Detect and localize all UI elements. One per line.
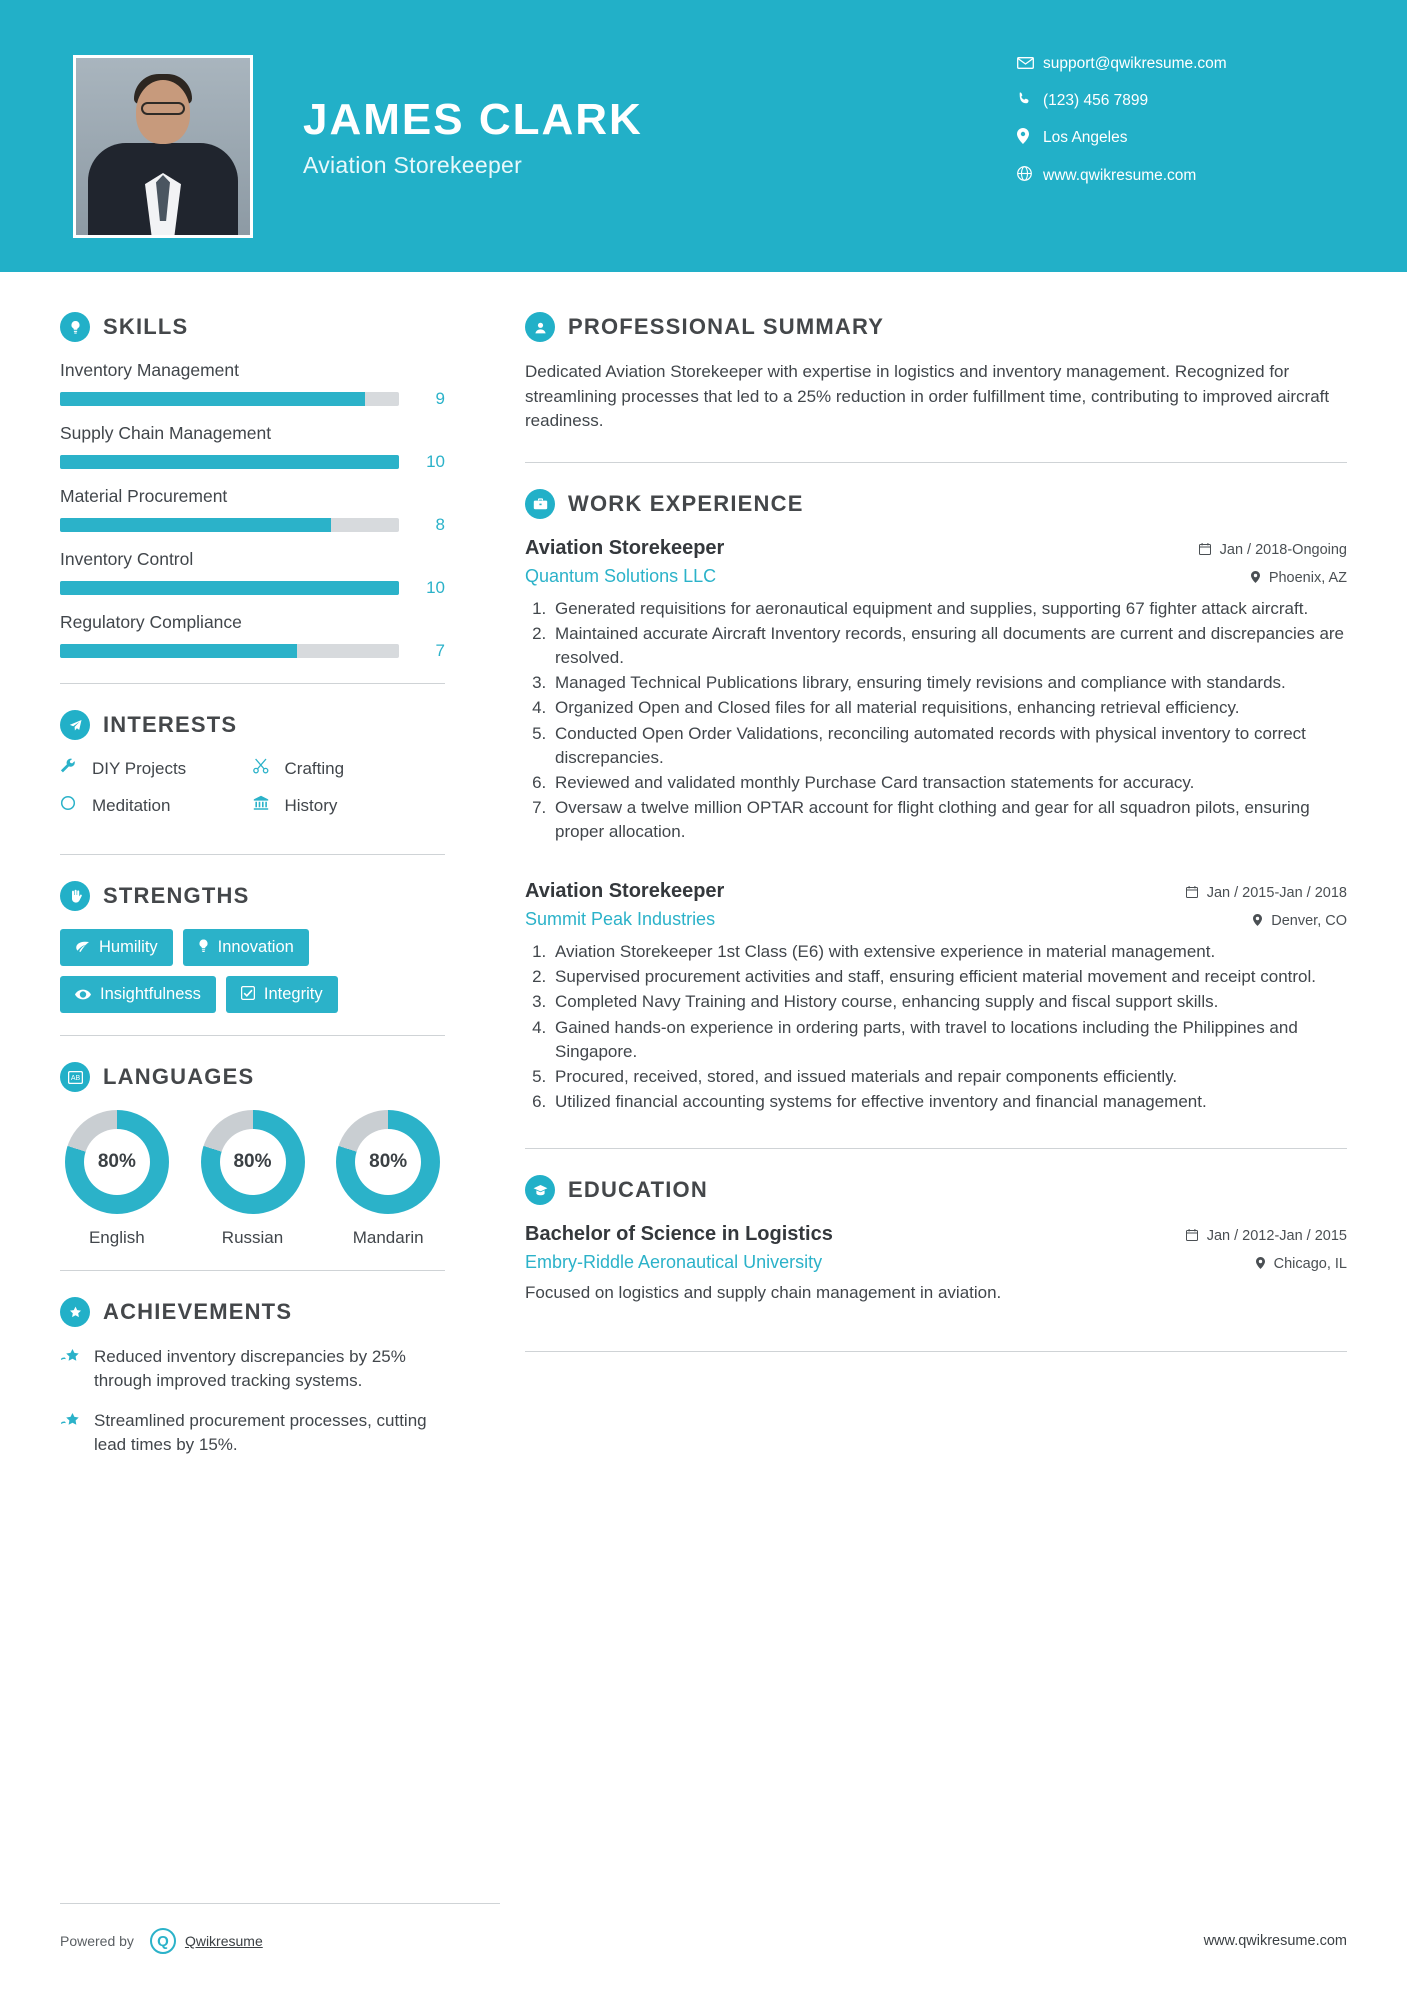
job-location <box>1251 570 1347 586</box>
education-dates <box>1186 1228 1347 1244</box>
language-name: Mandarin <box>352 1228 424 1247</box>
lightbulb-icon <box>60 312 90 342</box>
circle-icon <box>60 795 92 816</box>
strength-chip <box>60 929 173 966</box>
contact-phone[interactable] <box>1017 91 1317 110</box>
globe-icon <box>1017 166 1043 185</box>
star-icon <box>60 1409 94 1457</box>
wrench-icon <box>60 758 92 779</box>
section-header-education <box>525 1175 1347 1205</box>
job-location <box>1253 913 1347 929</box>
language-donut <box>201 1110 305 1214</box>
envelope-icon <box>1017 56 1043 73</box>
job-dates-text: Jan / 2015-Jan / 2018 <box>1206 885 1347 902</box>
skill-item <box>60 423 445 472</box>
divider <box>525 1148 1347 1149</box>
duty-item: 6. Reviewed and validated monthly Purchase Card transaction statements for accuracy. <box>551 771 1347 795</box>
divider <box>60 1270 445 1271</box>
achievement-item <box>60 1345 445 1393</box>
section-header-skills <box>60 312 445 342</box>
briefcase-icon <box>525 489 555 519</box>
page-footer <box>0 1928 1407 1954</box>
achievement-text: Reduced inventory discrepancies by 25% through improved tracking systems. <box>94 1347 406 1391</box>
strength-chip <box>183 929 309 966</box>
duty-item: 2. Supervised procurement activities and staff, ensuring efficient material movement and receipt control. <box>551 965 1347 989</box>
duty-item: 5. Procured, received, stored, and issued materials and repair components efficiently. <box>551 1065 1347 1089</box>
avatar <box>73 55 253 238</box>
interest-item <box>60 795 253 816</box>
section-title-languages: LANGUAGES <box>103 1064 255 1089</box>
paper-plane-icon <box>60 710 90 740</box>
section-header-summary <box>525 312 1347 342</box>
duty-item: 5. Conducted Open Order Validations, reconciling automated records with physical inventory to correct discrepancies. <box>551 722 1347 770</box>
job-dates <box>1199 542 1347 558</box>
divider <box>60 683 445 684</box>
qwikresume-link[interactable]: Qwikresume <box>184 1933 263 1949</box>
experience-item <box>525 537 1347 844</box>
contact-location <box>1017 128 1317 148</box>
skill-item <box>60 612 445 661</box>
education-description: Focused on logistics and supply chain management in aviation. <box>525 1283 1002 1303</box>
strength-label: Integrity <box>263 985 323 1003</box>
skill-bar <box>60 644 399 658</box>
main-content <box>500 272 1407 1474</box>
contact-list <box>1017 55 1317 203</box>
skill-value: 7 <box>435 641 445 660</box>
name-block <box>303 95 643 179</box>
section-header-languages <box>60 1062 445 1092</box>
interest-item <box>253 758 446 779</box>
location-pin-icon <box>1251 570 1264 586</box>
language-name: English <box>88 1228 145 1247</box>
contact-email-text: support@qwikresume.com <box>1043 55 1227 72</box>
education-school: Embry-Riddle Aeronautical University <box>525 1252 823 1273</box>
skill-label: Material Procurement <box>60 486 228 506</box>
section-title-skills: SKILLS <box>103 314 189 339</box>
duty-item: 3. Managed Technical Publications library, ensuring timely revisions and compliance with standards. <box>551 671 1347 695</box>
skill-label: Inventory Management <box>60 360 239 380</box>
phone-icon <box>1017 91 1043 110</box>
section-header-achievements <box>60 1297 445 1327</box>
job-company: Quantum Solutions LLC <box>525 565 717 586</box>
achievement-item <box>60 1409 445 1457</box>
duty-item: 1. Generated requisitions for aeronautical equipment and supplies, supporting 67 fighter attack aircraft. <box>551 597 1347 621</box>
skill-label: Supply Chain Management <box>60 423 272 443</box>
location-pin-icon <box>1256 1256 1269 1272</box>
job-company: Summit Peak Industries <box>525 909 716 930</box>
sidebar <box>0 272 500 1474</box>
strength-label: Insightfulness <box>100 985 201 1003</box>
interest-label: Crafting <box>284 758 345 778</box>
job-title: Aviation Storekeeper <box>525 536 725 559</box>
interests-list <box>60 758 445 832</box>
skill-bar <box>60 581 399 595</box>
section-header-strengths <box>60 881 445 911</box>
contact-website[interactable] <box>1017 166 1317 185</box>
divider <box>60 1903 500 1904</box>
skill-item <box>60 360 445 409</box>
job-location-text: Phoenix, AZ <box>1268 569 1347 586</box>
location-pin-icon <box>1017 128 1043 148</box>
calendar-icon <box>1186 1228 1202 1244</box>
contact-location-text: Los Angeles <box>1043 129 1128 146</box>
duty-item: 4. Organized Open and Closed files for all material requisitions, enhancing retrieval efficiency. <box>551 696 1347 720</box>
languages-list <box>60 1110 445 1248</box>
experience-item <box>525 880 1347 1114</box>
user-circle-icon <box>525 312 555 342</box>
section-title-interests: INTERESTS <box>103 712 238 737</box>
powered-by-label: Powered by <box>60 1933 134 1949</box>
education-location-text: Chicago, IL <box>1273 1256 1347 1273</box>
section-title-education: EDUCATION <box>568 1177 708 1203</box>
interest-item <box>60 758 253 779</box>
candidate-name: JAMES CLARK <box>303 95 643 144</box>
powered-by <box>60 1928 263 1954</box>
language-name: Russian <box>221 1228 284 1247</box>
duty-item: 1. Aviation Storekeeper 1st Class (E6) with extensive experience in material management. <box>551 940 1347 964</box>
star-icon <box>60 1345 94 1393</box>
strength-label: Humility <box>99 938 158 956</box>
duty-item: 3. Completed Navy Training and History course, enhancing supply and fiscal support skills. <box>551 990 1347 1014</box>
duty-item: 7. Oversaw a twelve million OPTAR account for flight clothing and gear for all squadron pilots, ensuring proper allocation. <box>551 796 1347 844</box>
job-dates-text: Jan / 2018-Ongoing <box>1219 541 1347 558</box>
language-donut <box>336 1110 440 1214</box>
language-percent: 80% <box>84 1129 150 1195</box>
contact-email[interactable] <box>1017 55 1317 73</box>
achievement-text: Streamlined procurement processes, cutting lead times by 15%. <box>94 1411 427 1455</box>
section-title-achievements: ACHIEVEMENTS <box>103 1299 293 1324</box>
section-title-summary: PROFESSIONAL SUMMARY <box>568 314 885 339</box>
section-title-experience: WORK EXPERIENCE <box>568 490 804 516</box>
skill-item <box>60 549 445 598</box>
svg-text:AB: AB <box>70 1074 80 1082</box>
job-duties <box>551 940 1347 1114</box>
job-location-text: Denver, CO <box>1271 913 1347 930</box>
interest-label: Meditation <box>92 795 171 815</box>
section-header-interests <box>60 710 445 740</box>
candidate-role: Aviation Storekeeper <box>303 152 523 178</box>
scissors-icon <box>253 758 285 779</box>
strengths-list <box>60 929 445 1013</box>
education-dates-text: Jan / 2012-Jan / 2015 <box>1206 1228 1347 1245</box>
check-square-icon <box>241 986 255 1003</box>
language-item <box>331 1110 445 1248</box>
interest-label: DIY Projects <box>92 758 187 778</box>
skill-bar <box>60 518 399 532</box>
section-header-experience <box>525 489 1347 519</box>
skill-bar <box>60 455 399 469</box>
language-item <box>60 1110 174 1248</box>
contact-website-text: www.qwikresume.com <box>1043 166 1197 184</box>
divider <box>60 1035 445 1036</box>
education-location <box>1256 1256 1347 1272</box>
skill-label: Regulatory Compliance <box>60 612 242 632</box>
location-pin-icon <box>1253 913 1266 929</box>
skill-label: Inventory Control <box>60 549 194 569</box>
divider <box>60 854 445 855</box>
qwikresume-logo-icon: Q <box>150 1928 176 1954</box>
strength-label: Innovation <box>217 938 294 956</box>
education-item <box>525 1223 1347 1303</box>
summary-text: Dedicated Aviation Storekeeper with expertise in logistics and inventory management. Recognized for streamlining processes that led to a 25% reduction in order fulfillment time, contributing to improved aircraft readiness. <box>525 362 1330 431</box>
resume-header <box>0 0 1407 272</box>
skill-value: 8 <box>435 515 445 534</box>
leaf-icon <box>75 940 90 956</box>
language-percent: 80% <box>355 1129 421 1195</box>
portrait-illustration <box>76 58 250 235</box>
interest-label: History <box>284 795 338 815</box>
skill-value: 10 <box>426 452 445 471</box>
skills-list <box>60 360 445 661</box>
achievements-list <box>60 1345 445 1458</box>
duty-item: 2. Maintained accurate Aircraft Inventory records, ensuring all documents are current and discrepancies are resolved. <box>551 622 1347 670</box>
bulb-icon <box>198 939 209 956</box>
duty-item: 4. Gained hands-on experience in ordering parts, with travel to locations including the Philippines and Singapore. <box>551 1016 1347 1064</box>
contact-phone-text: (123) 456 7899 <box>1043 91 1149 109</box>
language-percent: 80% <box>220 1129 286 1195</box>
skill-item <box>60 486 445 535</box>
divider <box>525 1351 1347 1352</box>
bank-icon <box>253 795 285 816</box>
eye-icon <box>75 987 91 1003</box>
calendar-icon <box>1199 542 1215 558</box>
duty-item: 6. Utilized financial accounting systems for effective inventory and financial management. <box>551 1090 1347 1114</box>
job-title: Aviation Storekeeper <box>525 880 725 903</box>
star-badge-icon <box>60 1297 90 1327</box>
section-title-strengths: STRENGTHS <box>103 883 250 908</box>
skill-value: 9 <box>435 389 445 408</box>
language-icon <box>60 1062 90 1092</box>
strength-chip <box>60 976 216 1013</box>
hand-icon <box>60 881 90 911</box>
skill-bar <box>60 392 399 406</box>
skill-value: 10 <box>426 578 445 597</box>
strength-chip <box>226 976 338 1013</box>
footer-website[interactable]: www.qwikresume.com <box>1203 1933 1347 1949</box>
education-degree: Bachelor of Science in Logistics <box>525 1223 833 1246</box>
graduation-icon <box>525 1175 555 1205</box>
interest-item <box>253 795 446 816</box>
job-duties <box>551 597 1347 844</box>
job-dates <box>1186 885 1347 901</box>
divider <box>525 462 1347 463</box>
calendar-icon <box>1186 885 1202 901</box>
language-donut <box>65 1110 169 1214</box>
language-item <box>196 1110 310 1248</box>
